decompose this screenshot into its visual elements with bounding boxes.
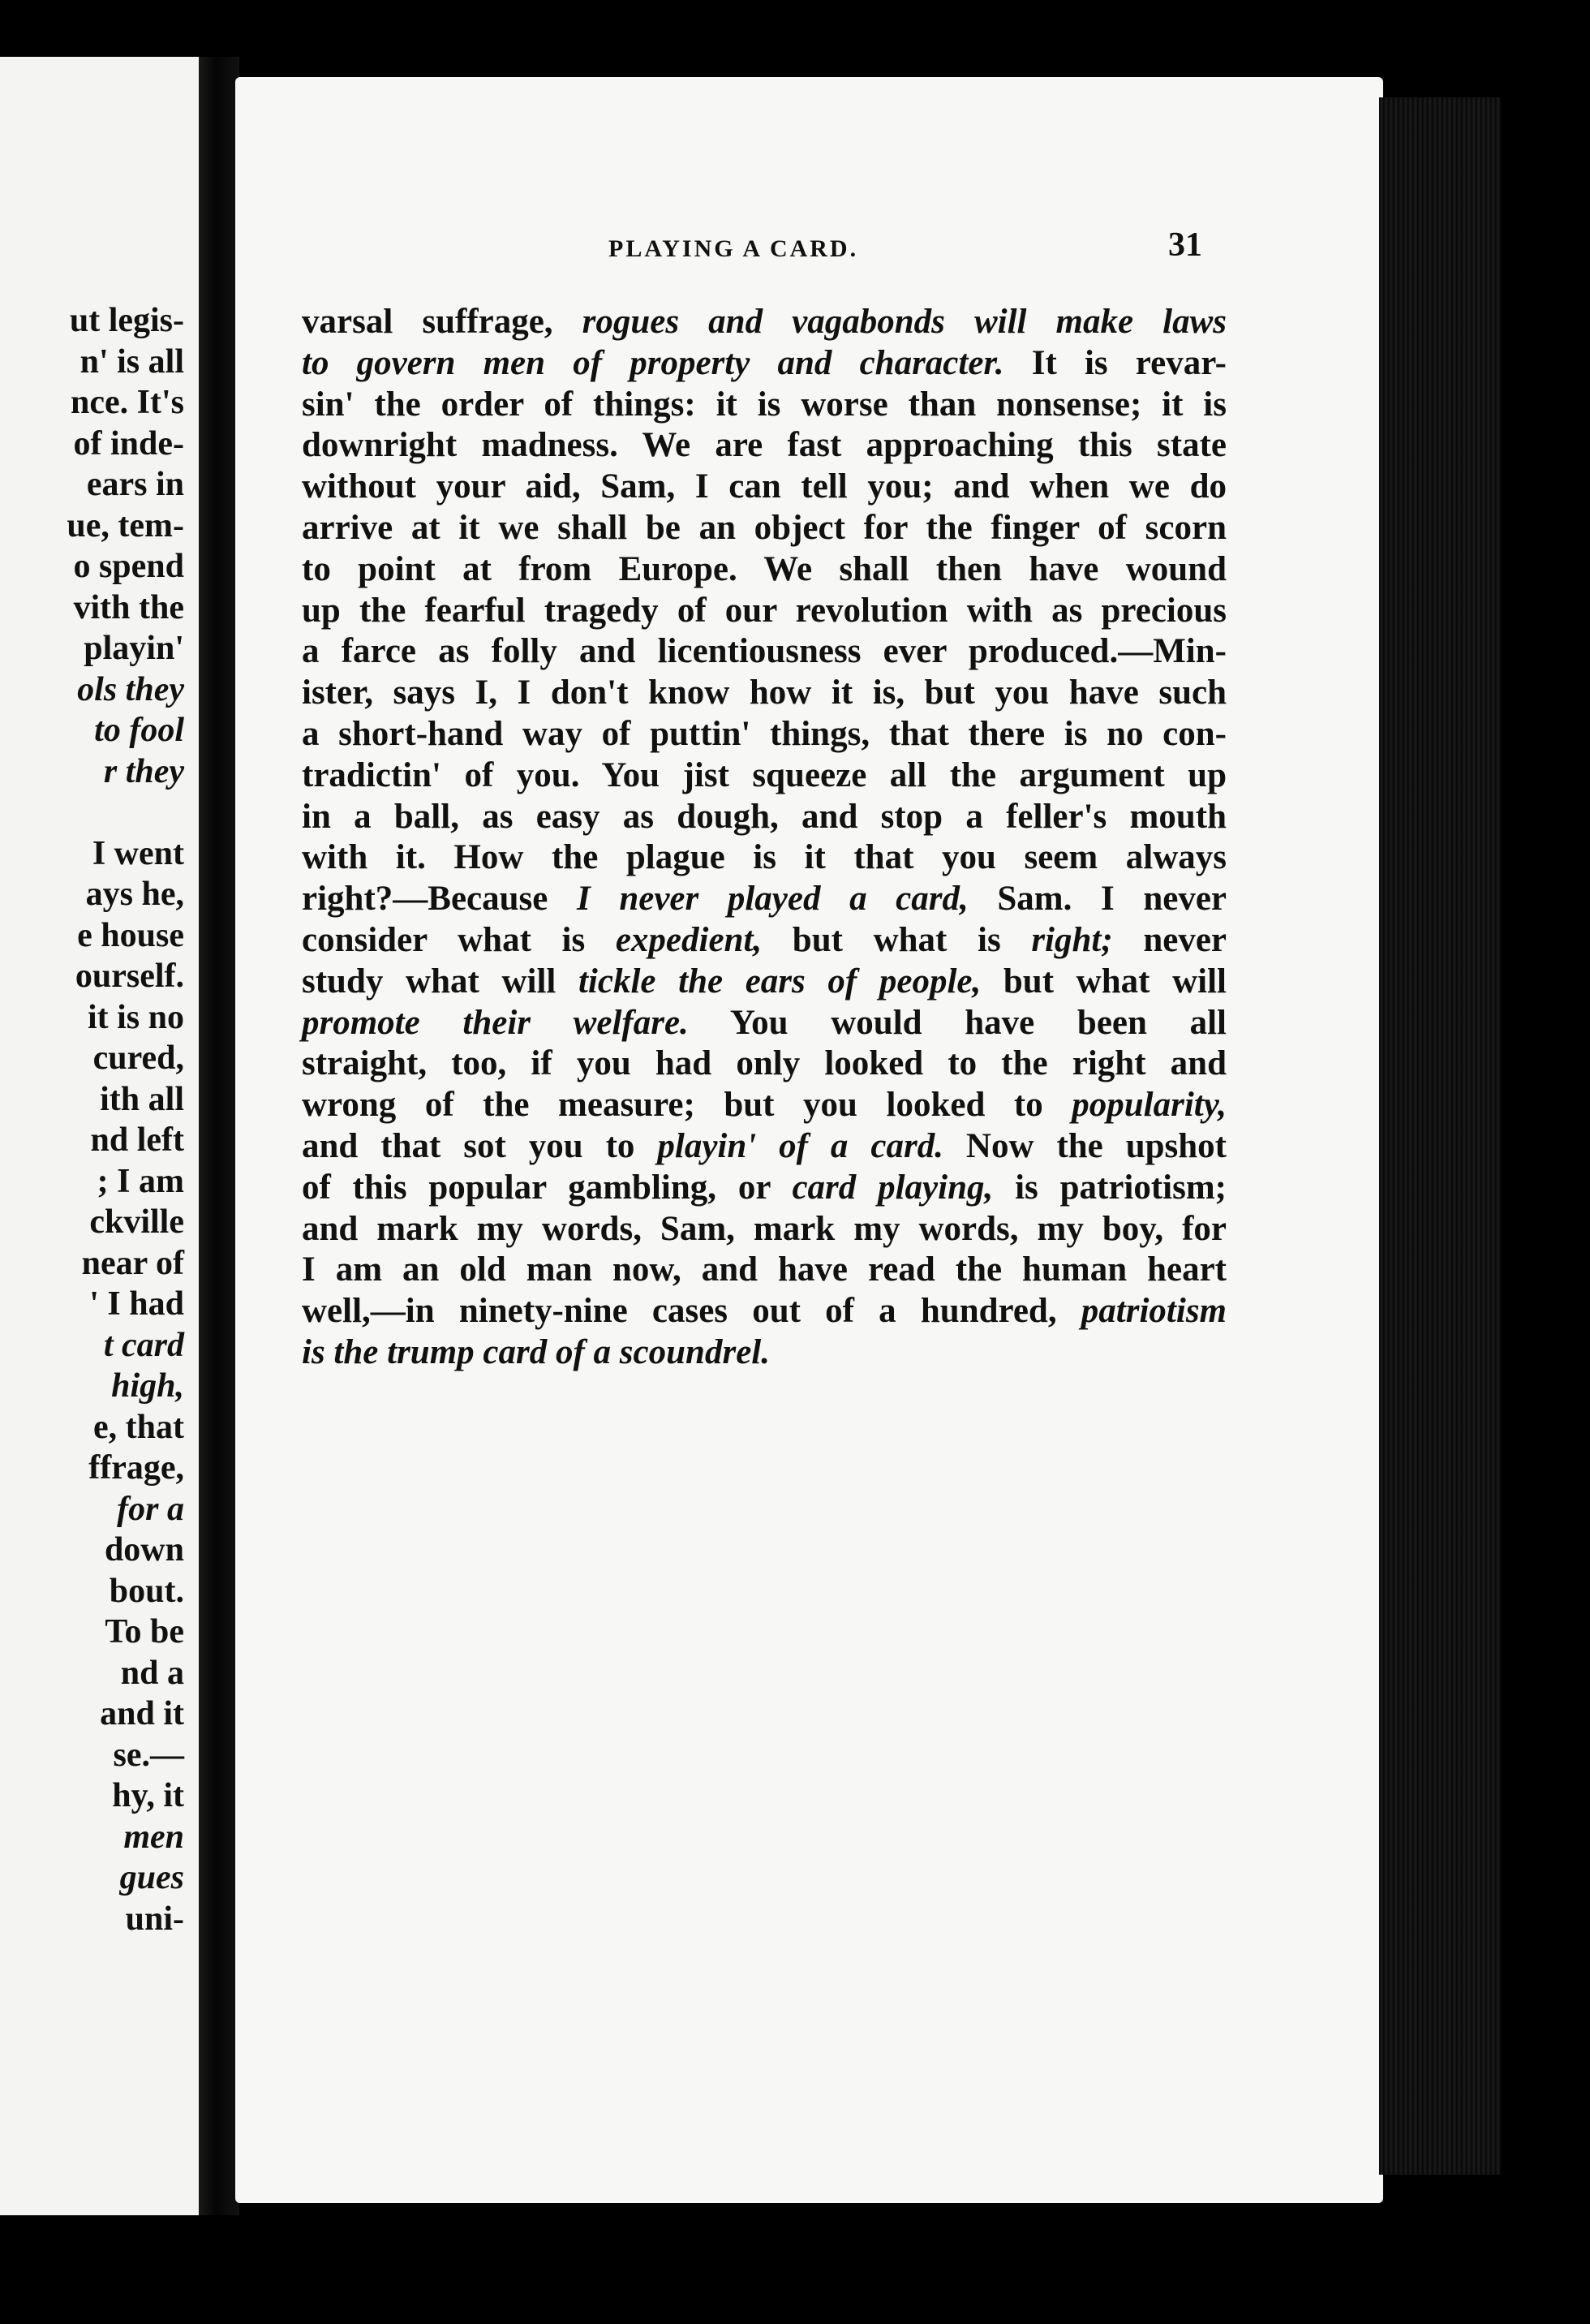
facing-page-line: ckville bbox=[89, 1203, 184, 1241]
text-line: promote their welfare. You would have been all bbox=[302, 1003, 1227, 1042]
text-line: straight, too, if you had only looked to the right and bbox=[302, 1044, 1227, 1083]
facing-page-line: uni- bbox=[125, 1900, 184, 1938]
facing-page-line: ears in bbox=[86, 466, 184, 503]
facing-page-line: ' I had bbox=[89, 1285, 184, 1323]
text-line: arrive at it we shall be an object for the finger of scorn bbox=[302, 508, 1227, 547]
page-block-edge bbox=[1379, 97, 1501, 2175]
facing-page-line: ue, tem- bbox=[67, 506, 184, 544]
facing-page-line: to fool bbox=[94, 712, 184, 749]
text-line: consider what is expedient, but what is right; never bbox=[302, 920, 1227, 959]
text-line: right?—Because I never played a card, Sam. I never bbox=[302, 880, 1227, 919]
text-line: a farce as folly and licentiousness ever produced.—Min- bbox=[302, 632, 1227, 671]
facing-page-line: of inde- bbox=[73, 424, 184, 463]
text-line: downright madness. We are fast approaching this state bbox=[302, 426, 1227, 465]
text-line: sin' the order of things: it is worse than nonsense; it is bbox=[302, 385, 1227, 424]
text-line: with it. How the plague is it that you seem always bbox=[302, 838, 1227, 877]
facing-page-line: nd left bbox=[90, 1121, 184, 1159]
facing-page-line: and it bbox=[100, 1695, 184, 1732]
facing-page-line: o spend bbox=[73, 548, 184, 585]
text-line: to point at from Europe. We shall then have wound bbox=[302, 549, 1227, 588]
text-line: wrong of the measure; but you looked to popularity, bbox=[302, 1086, 1227, 1125]
facing-page-line: To be bbox=[105, 1613, 184, 1650]
facing-page-line bbox=[0, 792, 184, 833]
facing-page-line: ; I am bbox=[97, 1162, 184, 1200]
facing-page-text bbox=[0, 300, 184, 1939]
facing-page-left bbox=[0, 57, 199, 2215]
facing-page-line: I went bbox=[92, 834, 184, 872]
text-line: and that sot you to playin' of a card. Now the upshot bbox=[302, 1126, 1227, 1165]
text-line: well,—in ninety-nine cases out of a hundred, patriotism bbox=[302, 1292, 1227, 1331]
facing-page-line: e house bbox=[77, 916, 184, 954]
facing-page-line: ith all bbox=[100, 1080, 184, 1118]
facing-page-line: t card bbox=[103, 1326, 184, 1364]
book-gutter bbox=[199, 57, 239, 2215]
facing-page-line: men bbox=[123, 1818, 184, 1856]
text-line: up the fearful tragedy of our revolution with as precious bbox=[302, 591, 1227, 630]
facing-page-line: down bbox=[104, 1531, 184, 1569]
body-text bbox=[302, 302, 1227, 1374]
facing-page-line: ourself. bbox=[75, 958, 184, 995]
text-line: is the trump card of a scoundrel. bbox=[302, 1332, 770, 1371]
facing-page-line: it is no bbox=[87, 998, 184, 1036]
facing-page-line: r they bbox=[103, 752, 184, 790]
facing-page-line: gues bbox=[119, 1859, 184, 1896]
facing-page-line: se.— bbox=[113, 1736, 184, 1774]
text-line: tradictin' of you. You jist squeeze all the argument up bbox=[302, 755, 1227, 794]
text-line: to govern men of property and character. It is revar- bbox=[302, 343, 1227, 382]
text-line: in a ball, as easy as dough, and stop a feller's mouth bbox=[302, 797, 1227, 836]
facing-page-line: ols they bbox=[77, 670, 184, 708]
facing-page-line: vith the bbox=[73, 588, 184, 626]
text-line: I am an old man now, and have read the human heart bbox=[302, 1250, 1227, 1289]
facing-page-line: e, that bbox=[93, 1408, 184, 1446]
facing-page-line: bout. bbox=[109, 1572, 184, 1610]
text-line: varsal suffrage, rogues and vagabonds will make laws bbox=[302, 303, 1227, 341]
running-head: PLAYING A CARD. bbox=[608, 235, 859, 262]
facing-page-line: hy, it bbox=[112, 1777, 184, 1814]
facing-page-line: ays he, bbox=[85, 876, 184, 913]
facing-page-line: high, bbox=[111, 1367, 184, 1405]
page-number: 31 bbox=[1168, 226, 1202, 264]
text-line: without your aid, Sam, I can tell you; and when we do bbox=[302, 467, 1227, 506]
facing-page-line: n' is all bbox=[80, 342, 184, 381]
text-line: ister, says I, I don't know how it is, but you have such bbox=[302, 674, 1227, 712]
facing-page-line: near of bbox=[81, 1244, 184, 1282]
facing-page-line: cured, bbox=[92, 1039, 184, 1077]
text-line: and mark my words, Sam, mark my words, my boy, for bbox=[302, 1209, 1227, 1248]
facing-page-line: for a bbox=[117, 1490, 184, 1528]
text-line: of this popular gambling, or card playing, is patriotism; bbox=[302, 1168, 1227, 1207]
facing-page-line: nd a bbox=[120, 1654, 184, 1692]
facing-page-line: playin' bbox=[84, 630, 184, 667]
facing-page-line: ut legis- bbox=[69, 302, 184, 339]
text-line: a short-hand way of puttin' things, that there is no con- bbox=[302, 714, 1227, 753]
facing-page-line: ffrage, bbox=[88, 1449, 184, 1487]
facing-page-line: nce. It's bbox=[71, 384, 184, 421]
text-line: study what will tickle the ears of people, but what will bbox=[302, 962, 1227, 1001]
